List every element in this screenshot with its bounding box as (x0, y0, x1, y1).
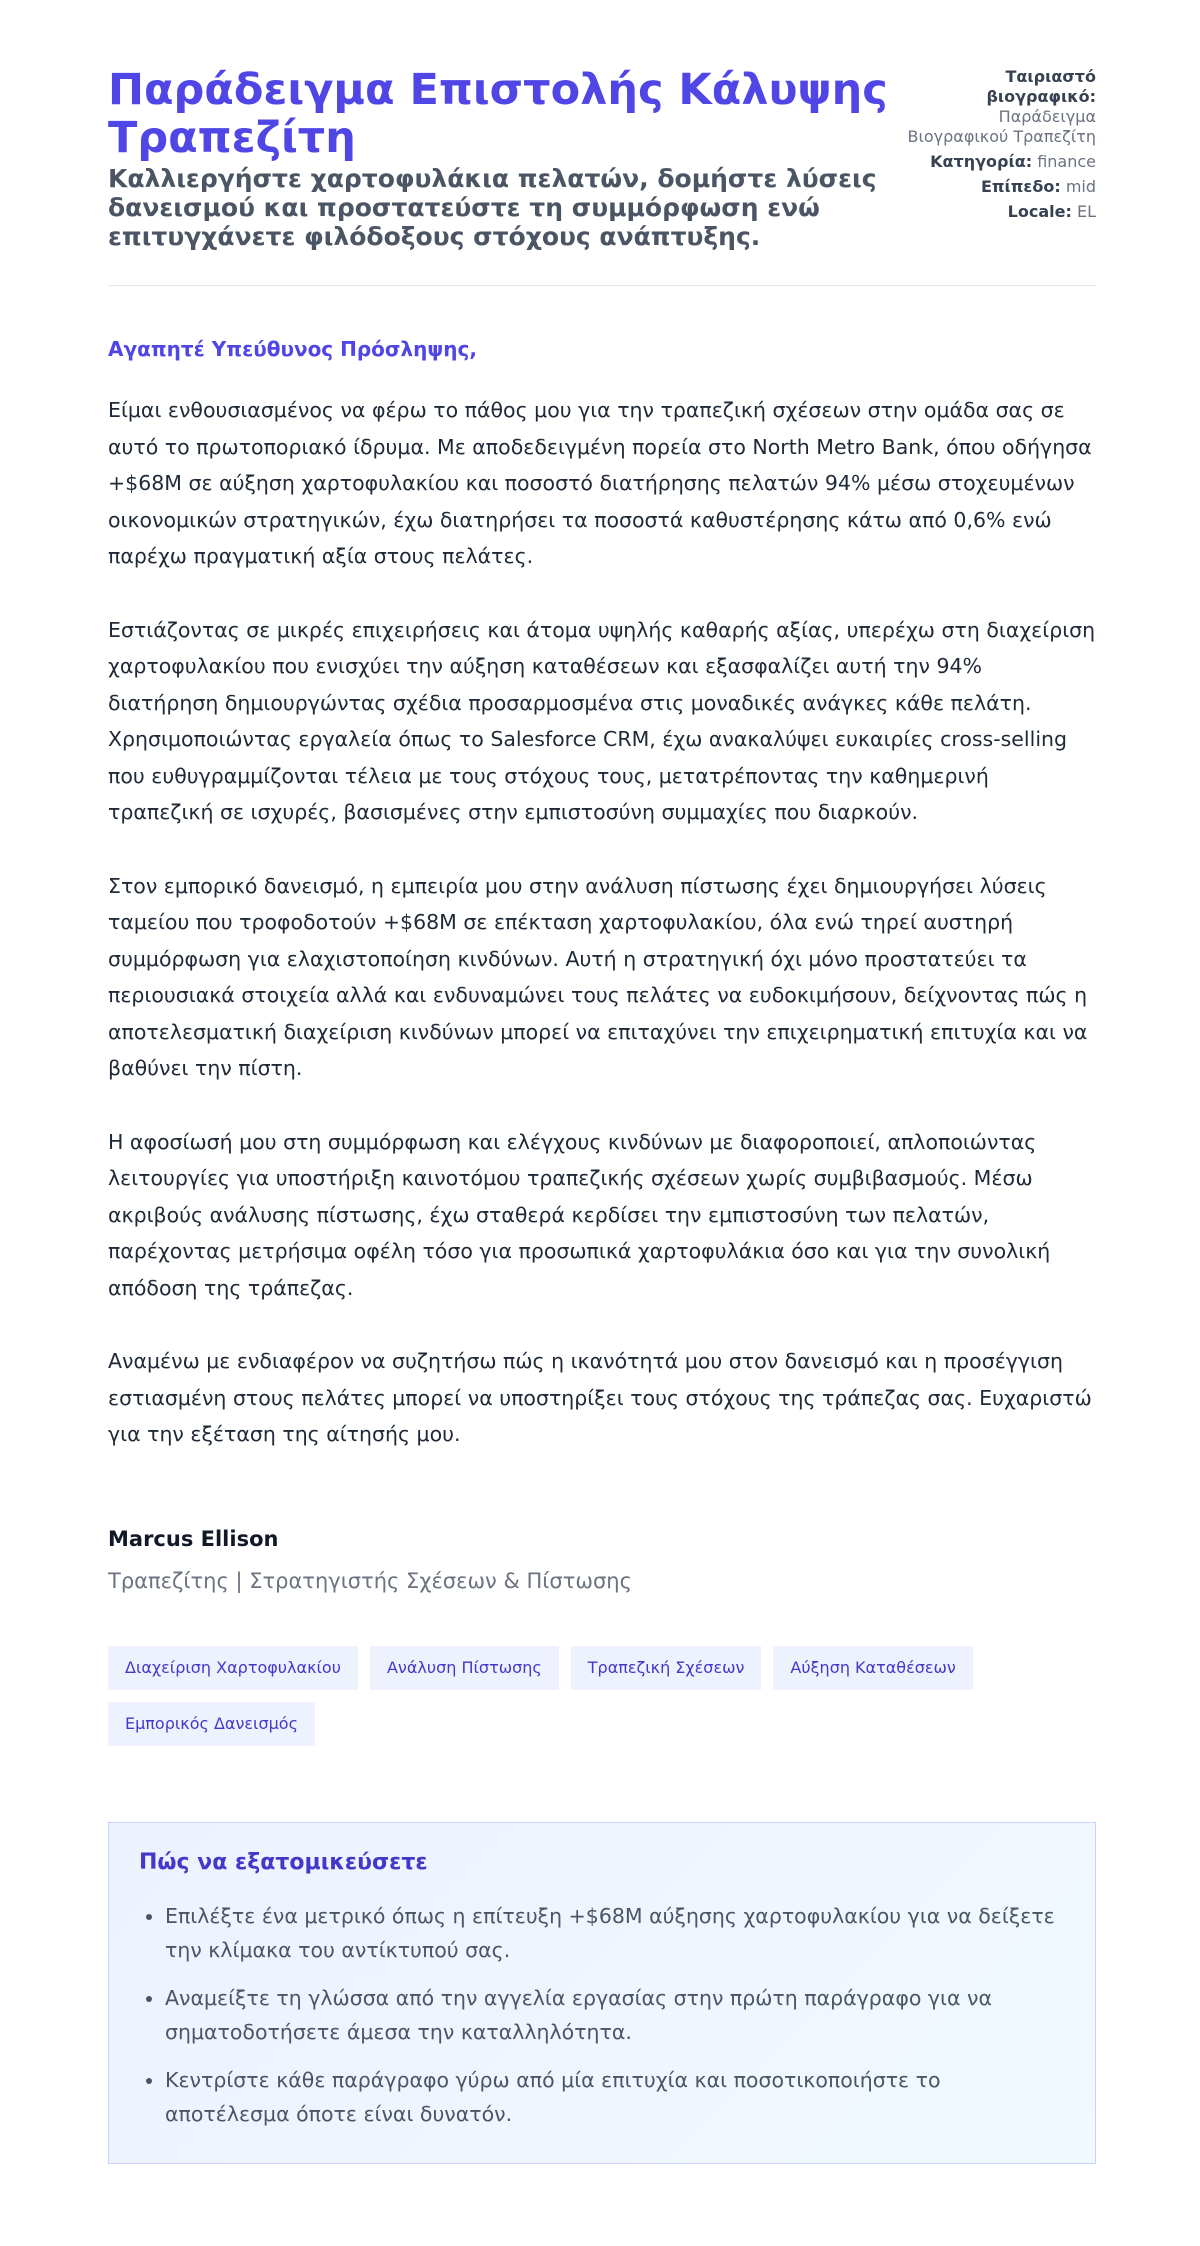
meta-level (896, 177, 1096, 197)
page-title: Παράδειγμα Επιστολής Κάλυψης Τραπεζίτη (108, 65, 888, 163)
letter-body (108, 392, 1096, 1453)
tips-title: Πώς να εξατομικεύσετε (139, 1849, 428, 1875)
letter-paragraph: Εστιάζοντας σε μικρές επιχειρήσεις και άτομα υψηλής καθαρής αξίας, υπερέχω στη διαχείριση χαρτοφυλακίου που ενισχύει την αύξηση καταθέσεων και εξασφαλίζει αυτή την 94% διατήρηση δημιουργώντας σχέδια προσαρμοσμένα στις μοναδικές ανάγκες κάθε πελάτη. Χρησιμοποιώντας εργαλεία όπως το Salesforce CRM, έχω ανακαλύψει ευκαιρίες cross-selling που ευθυγραμμίζονται τέλεια με τους στόχους τους, μετατρέποντας την καθημερινή τραπεζική σε ισχυρές, βασισμένες στην εμπιστοσύνη συμμαχίες που διαρκούν. (108, 617, 1096, 824)
meta-level-value: mid (1065, 177, 1096, 196)
page-header (108, 60, 1096, 286)
letter-paragraph: Αναμένω με ενδιαφέρον να συζητήσω πώς η ικανότητά μου στον δανεισμό και η προσέγγιση εστιασμένη στους πελάτες μπορεί να υποστηρίξει τους στόχους της τράπεζας σας. Ευχαριστώ για την εξέταση της αίτησής μου. (108, 1349, 1092, 1446)
meta-resume-label: Ταιριαστό βιογραφικό: (986, 67, 1096, 106)
letter-paragraph: Είμαι ενθουσιασμένος να φέρω το πάθος μου για την τραπεζική σχέσεων στην ομάδα σας σε αυτό το πρωτοποριακό ίδρυμα. Με αποδεδειγμένη πορεία στο North Metro Bank, όπου οδήγησα +$68M σε αύξηση χαρτοφυλακίου και ποσοστό διατήρησης πελατών 94% μέσω στοχευμένων οικονομικών στρατηγικών, έχω διατηρήσει τα ποσοστά καθυστέρησης κάτω από 0,6% ενώ παρέχω πραγματική αξία στους πελάτες. (108, 398, 1092, 568)
skill-tag: Αύξηση Καταθέσεων (773, 1646, 972, 1690)
tips-item: • Αναμείξτε τη γλώσσα από την αγγελία εργασίας στην πρώτη παράγραφο για να σηματοδοτήσετε άμεσα την καταλληλότητα. (165, 1981, 1065, 2049)
meta-resume (896, 67, 1096, 147)
skill-tag: Εμπορικός Δανεισμός (108, 1702, 315, 1746)
meta-category-label: Κατηγορία: (930, 152, 1033, 171)
signature-role: Τραπεζίτης | Στρατηγιστής Σχέσεων & Πίστωσης (108, 1568, 632, 1593)
customization-tips-box (108, 1822, 1096, 2164)
meta-locale-label: Locale: (1007, 202, 1072, 221)
header-text (108, 60, 888, 251)
tips-item: • Κεντρίστε κάθε παράγραφο γύρω από μία επιτυχία και ποσοτικοποιήστε το αποτέλεσμα όποτε είναι δυνατόν. (165, 2063, 1065, 2131)
cover-letter-page (108, 60, 1096, 2164)
meta-panel (896, 60, 1096, 227)
letter-greeting: Αγαπητέ Υπεύθυνος Πρόσληψης, (108, 337, 477, 361)
skill-tag: Διαχείριση Χαρτοφυλακίου (108, 1646, 358, 1690)
meta-locale (896, 202, 1096, 222)
meta-resume-value: Παράδειγμα Βιογραφικού Τραπεζίτη (907, 107, 1096, 146)
meta-level-label: Επίπεδο: (980, 177, 1061, 196)
tips-list (139, 1899, 1065, 2131)
page-subtitle: Καλλιεργήστε χαρτοφυλάκια πελατών, δομήστε λύσεις δανεισμού και προστατεύστε τη συμμόρφωση ενώ επιτυγχάνετε φιλόδοξους στόχους ανάπτυξης. (108, 164, 877, 251)
signature-name: Marcus Ellison (108, 1526, 279, 1551)
meta-category-value: finance (1037, 152, 1096, 171)
skill-tag: Ανάλυση Πίστωσης (370, 1646, 559, 1690)
tips-item: • Επιλέξτε ένα μετρικό όπως η επίτευξη +$68M αύξησης χαρτοφυλακίου για να δείξετε την κλίμακα του αντίκτυπού σας. (165, 1899, 1065, 1967)
skill-tag: Τραπεζική Σχέσεων (571, 1646, 762, 1690)
meta-category (896, 152, 1096, 172)
skill-tags (108, 1646, 1096, 1746)
meta-locale-value: EL (1076, 202, 1096, 221)
letter-paragraph: Η αφοσίωσή μου στη συμμόρφωση και ελέγχους κινδύνων με διαφοροποιεί, απλοποιώντας λειτουργίες για υποστήριξη καινοτόμου τραπεζικής σχέσεων χωρίς συμβιβασμούς. Μέσω ακριβούς ανάλυσης πίστωσης, έχω σταθερά κερδίσει την εμπιστοσύνη των πελατών, παρέχοντας μετρήσιμα οφέλη τόσο για προσωπικά χαρτοφυλάκια όσο και για την συνολική απόδοση της τράπεζας. (108, 1129, 1051, 1300)
letter-paragraph: Στον εμπορικό δανεισμό, η εμπειρία μου στην ανάλυση πίστωσης έχει δημιουργήσει λύσεις ταμείου που τροφοδοτούν +$68M σε επέκταση χαρτοφυλακίου, όλα ενώ τηρεί αυστηρή συμμόρφωση για ελαχιστοποίηση κινδύνων. Αυτή η στρατηγική όχι μόνο προστατεύει τα περιουσιακά στοιχεία αλλά και ενδυναμώνει τους πελάτες να ευδοκιμήσουν, δείχνοντας πώς η αποτελεσματική διαχείριση κινδύνων μπορεί να επιταχύνει την επιχειρηματική επιτυχία και να βαθύνει την πίστη. (108, 873, 1088, 1080)
